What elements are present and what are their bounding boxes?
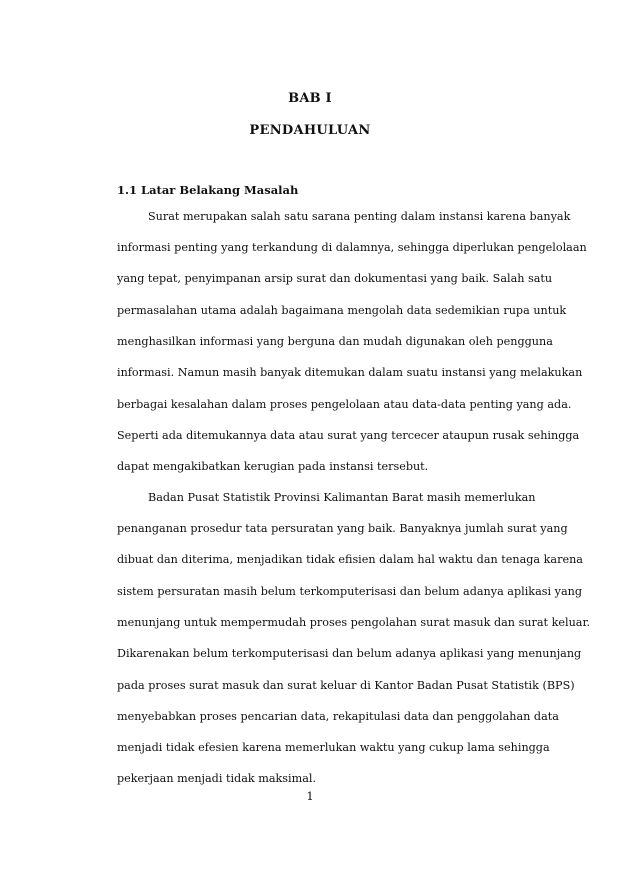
chapter-number: BAB I (288, 91, 332, 106)
section-heading: 1.1 Latar Belakang Masalah (117, 183, 299, 197)
paragraph-line: menjadi tidak efesien karena memerlukan waktu yang cukup lama sehingga (117, 741, 550, 754)
chapter-title: PENDAHULUAN (249, 123, 371, 138)
paragraph-line: Seperti ada ditemukannya data atau surat yang tercecer ataupun rusak sehingga (117, 429, 580, 442)
paragraph-line: sistem persuratan masih belum terkomputerisasi dan belum adanya aplikasi yang (117, 585, 582, 598)
paragraph-line: pada proses surat masuk dan surat keluar di Kantor Badan Pusat Statistik (BPS) (117, 679, 575, 692)
paragraph-line: dibuat dan diterima, menjadikan tidak efisien dalam hal waktu dan tenaga karena (117, 553, 583, 566)
paragraph-line: informasi penting yang terkandung di dalamnya, sehingga diperlukan pengelolaan (117, 241, 587, 254)
paragraph-line: penanganan prosedur tata persuratan yang baik. Banyaknya jumlah surat yang (117, 522, 568, 535)
paragraph-line: menunjang untuk mempermudah proses pengolahan surat masuk dan surat keluar. (117, 616, 591, 629)
paragraph-line: Surat merupakan salah satu sarana penting dalam instansi karena banyak (148, 210, 571, 223)
page-number: 1 (306, 789, 314, 803)
paragraph-line: permasalahan utama adalah bagaimana mengolah data sedemikian rupa untuk (117, 304, 567, 317)
paragraph-line: Badan Pusat Statistik Provinsi Kalimantan Barat masih memerlukan (148, 491, 536, 504)
paragraph-line: pekerjaan menjadi tidak maksimal. (117, 772, 316, 785)
paragraph-line: menyebabkan proses pencarian data, rekapitulasi data dan penggolahan data (117, 710, 559, 723)
paragraph-line: berbagai kesalahan dalam proses pengelolaan atau data-data penting yang ada. (117, 398, 572, 411)
paragraph-line: informasi. Namun masih banyak ditemukan dalam suatu instansi yang melakukan (117, 366, 583, 379)
paragraph-line: Dikarenakan belum terkomputerisasi dan belum adanya aplikasi yang menunjang (117, 647, 582, 660)
paragraph-line: dapat mengakibatkan kerugian pada instansi tersebut. (117, 460, 429, 473)
paragraph-line: menghasilkan informasi yang berguna dan mudah digunakan oleh pengguna (117, 335, 553, 348)
paragraph-line: yang tepat, penyimpanan arsip surat dan dokumentasi yang baik. Salah satu (117, 272, 553, 285)
